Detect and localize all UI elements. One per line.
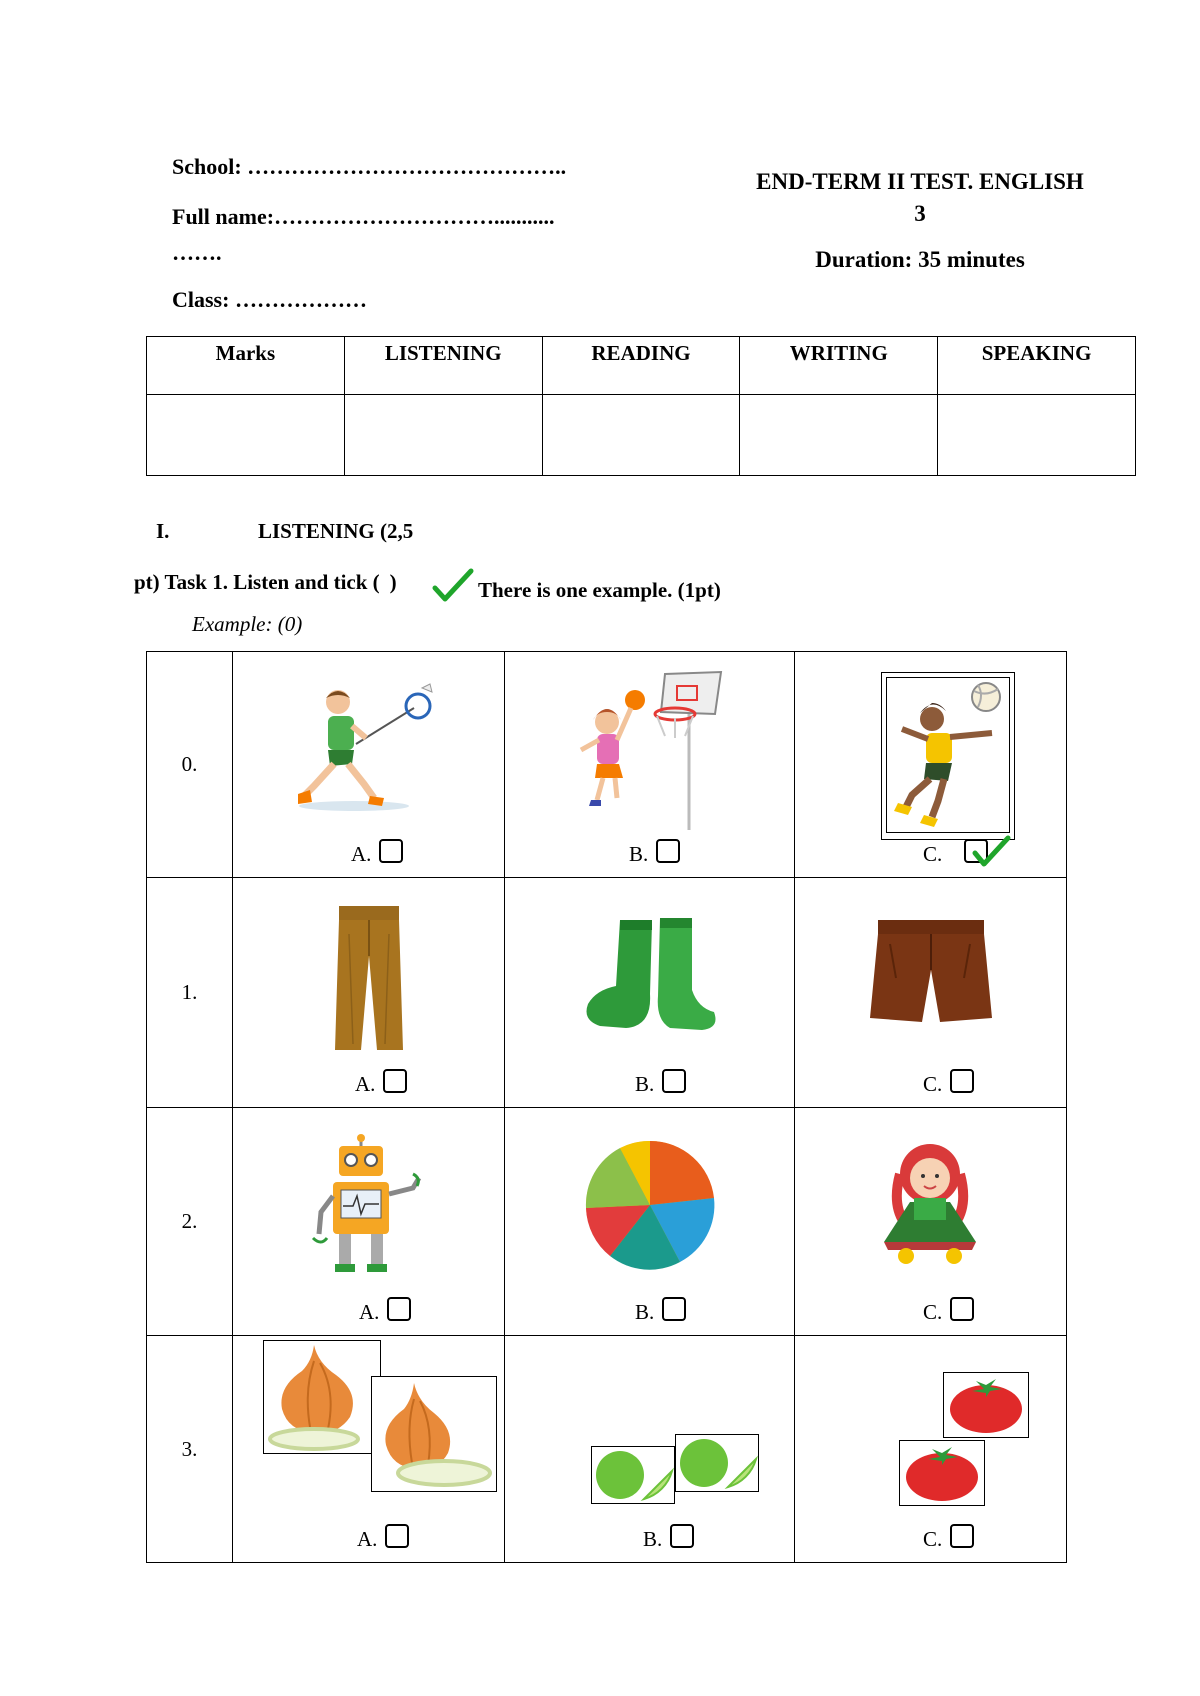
girl-volleyball-icon (886, 677, 1010, 833)
onion-icon (264, 1341, 380, 1453)
option-cell[interactable] (505, 878, 795, 1108)
option-cell[interactable] (233, 1336, 505, 1563)
option-letter: C. (923, 842, 943, 866)
school-field: School: …………………………………….. (172, 154, 567, 179)
question-row-2 (147, 1108, 1067, 1336)
example-label: Example: (0) (192, 612, 303, 636)
picture-frame (591, 1446, 675, 1504)
tick-box[interactable] (662, 1297, 686, 1321)
picture-frame (881, 672, 1015, 840)
option-letter: C. (923, 1300, 943, 1324)
option-c[interactable] (923, 1069, 974, 1097)
picture-frame (371, 1376, 497, 1492)
question-row-1 (147, 878, 1067, 1108)
tick-box[interactable] (950, 1069, 974, 1093)
ball-icon (580, 1138, 720, 1272)
option-b[interactable] (635, 1297, 686, 1325)
tomato-icon (944, 1373, 1028, 1437)
option-cell[interactable] (233, 878, 505, 1108)
option-b[interactable] (629, 839, 680, 867)
title-line-2: 3 (914, 201, 926, 227)
speaking-header: SPEAKING (938, 337, 1136, 395)
option-letter: A. (355, 1072, 376, 1096)
option-letter: B. (629, 842, 649, 866)
task-instruction-a: pt) Task 1. Listen and tick ( (134, 570, 380, 594)
doll-icon (876, 1138, 986, 1268)
tick-box[interactable] (387, 1297, 411, 1321)
picture-frame (263, 1340, 381, 1454)
option-letter: B. (643, 1527, 663, 1551)
option-b[interactable] (643, 1524, 694, 1552)
writing-header: WRITING (740, 337, 938, 395)
trousers-icon (329, 904, 409, 1054)
option-cell[interactable] (795, 652, 1067, 878)
option-cell[interactable] (505, 1108, 795, 1336)
duration: Duration: 35 minutes (815, 247, 1025, 273)
listening-score-cell[interactable] (344, 395, 542, 476)
tomato-icon (900, 1441, 984, 1505)
marks-cell[interactable] (147, 395, 345, 476)
option-a[interactable] (355, 1069, 407, 1097)
option-cell[interactable] (505, 1336, 795, 1563)
task-instruction (134, 570, 397, 595)
tick-box[interactable] (385, 1524, 409, 1548)
girl-basketball-icon (565, 670, 735, 830)
question-number: 2. (147, 1108, 233, 1336)
question-number: 1. (147, 878, 233, 1108)
question-number: 3. (147, 1336, 233, 1563)
boy-badminton-icon (294, 682, 444, 812)
question-number: 0. (147, 652, 233, 878)
option-c[interactable] (923, 1524, 974, 1552)
option-letter: B. (635, 1300, 655, 1324)
option-cell[interactable] (233, 1108, 505, 1336)
picture-frame (675, 1434, 759, 1492)
class-field: Class: ……………… (172, 287, 367, 312)
option-letter: C. (923, 1072, 943, 1096)
question-row-0 (147, 652, 1067, 878)
option-letter: A. (359, 1300, 380, 1324)
listening-header: LISTENING (344, 337, 542, 395)
option-cell[interactable] (795, 1108, 1067, 1336)
marks-table (146, 336, 1136, 476)
writing-score-cell[interactable] (740, 395, 938, 476)
option-a[interactable] (357, 1524, 409, 1552)
option-letter: B. (635, 1072, 655, 1096)
tick-box[interactable] (662, 1069, 686, 1093)
task-instruction-close: ) (389, 570, 397, 594)
test-title (720, 166, 1120, 277)
option-cell[interactable] (233, 652, 505, 878)
option-a[interactable] (351, 839, 403, 867)
option-letter: C. (923, 1527, 943, 1551)
reading-score-cell[interactable] (542, 395, 740, 476)
marks-header: Marks (147, 337, 345, 395)
section-title: LISTENING (2,5 (258, 519, 414, 543)
option-letter: A. (357, 1527, 378, 1551)
full-name-field: Full name:…………………………........... (172, 204, 555, 229)
option-c[interactable] (923, 1297, 974, 1325)
tick-box[interactable] (379, 839, 403, 863)
task-example-note: There is one example. (1pt) (478, 578, 721, 602)
check-mark-icon (432, 568, 474, 604)
lime-icon (592, 1447, 674, 1503)
listening-task-grid (146, 651, 1067, 1563)
question-row-3 (147, 1336, 1067, 1563)
picture-frame (899, 1440, 985, 1506)
check-mark-icon (971, 835, 1011, 869)
tick-box[interactable] (670, 1524, 694, 1548)
option-cell[interactable] (795, 878, 1067, 1108)
robot-icon (309, 1134, 429, 1274)
title-line-1: END-TERM II TEST. ENGLISH (756, 169, 1084, 194)
shorts-icon (866, 918, 996, 1028)
option-cell[interactable] (795, 1336, 1067, 1563)
option-letter: A. (351, 842, 372, 866)
reading-header: READING (542, 337, 740, 395)
onion-icon (372, 1377, 496, 1491)
tick-box[interactable] (950, 1297, 974, 1321)
tick-box[interactable] (950, 1524, 974, 1548)
socks-icon (580, 916, 720, 1036)
option-a[interactable] (359, 1297, 411, 1325)
option-cell[interactable] (505, 652, 795, 878)
speaking-score-cell[interactable] (938, 395, 1136, 476)
tick-box[interactable] (383, 1069, 407, 1093)
full-name-continuation: ……. (172, 240, 222, 265)
tick-box[interactable] (656, 839, 680, 863)
section-number: I. (156, 519, 170, 543)
picture-frame (943, 1372, 1029, 1438)
option-b[interactable] (635, 1069, 686, 1097)
lime-icon (676, 1435, 758, 1491)
option-c[interactable] (923, 839, 988, 867)
